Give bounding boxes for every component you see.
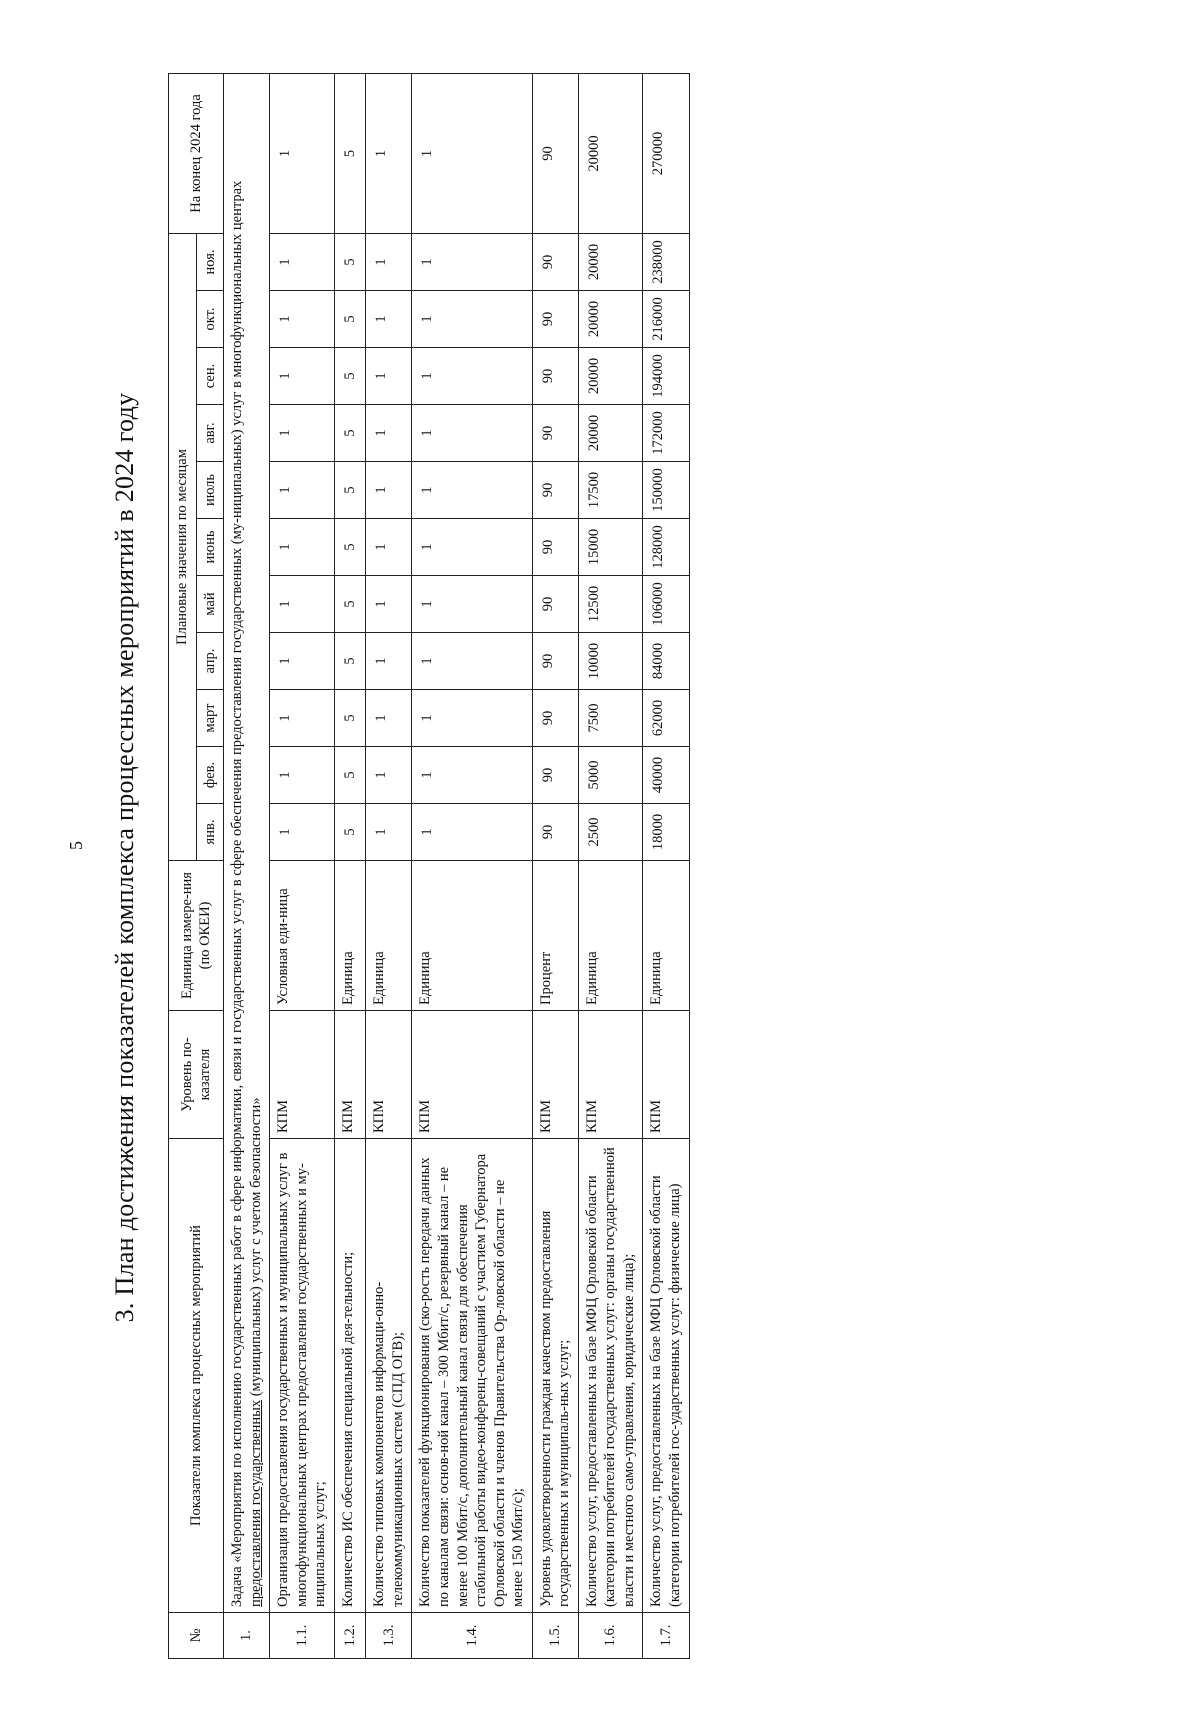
header-month: авг.: [196, 405, 224, 462]
month-value: 1: [270, 690, 335, 747]
table-row: [270, 73, 335, 1658]
month-value: 194000: [643, 348, 689, 405]
header-indicator: Показатели комплекса процессных мероприятий: [169, 1139, 224, 1613]
month-value: 150000: [643, 462, 689, 519]
table-body: [224, 73, 689, 1658]
month-value: 20000: [578, 233, 643, 290]
month-value: 90: [532, 405, 578, 462]
task-text-after: (муниципальных) услуг с учетом безопасности»: [247, 1097, 264, 1400]
table-row: [334, 73, 366, 1658]
indicator-level: КПМ: [366, 1011, 412, 1139]
year-end-value: 1: [270, 73, 335, 233]
month-value: 20000: [578, 348, 643, 405]
indicator-unit: Единица: [578, 861, 643, 1011]
indicator-name: Количество услуг, предоставленных на базе МФЦ Орловской области (категории потребителей государственных услуг: органы государственной власти и местного само-управления, юридические лица);: [578, 1139, 643, 1613]
month-value: 90: [532, 804, 578, 861]
month-value: 1: [270, 233, 335, 290]
indicator-name: Организация предоставления государственных и муниципальных услуг в многофункциональных центрах предоставления государственных и му-ниципальных услуг;: [270, 1139, 335, 1613]
month-value: 1: [366, 405, 412, 462]
indicator-name: Количество типовых компонентов информаци-онно-телекоммуникационных систем (СПД ОГВ);: [366, 1139, 412, 1613]
table-row: [412, 73, 532, 1658]
month-value: 1: [412, 291, 532, 348]
month-value: 1: [270, 747, 335, 804]
month-value: 5: [334, 804, 366, 861]
header-month: окт.: [196, 291, 224, 348]
month-value: 5: [334, 348, 366, 405]
month-value: 40000: [643, 747, 689, 804]
month-value: 5: [334, 291, 366, 348]
header-month: июнь: [196, 519, 224, 576]
indicator-unit: Единица: [334, 861, 366, 1011]
month-value: 5: [334, 747, 366, 804]
header-month: сен.: [196, 348, 224, 405]
month-value: 5: [334, 519, 366, 576]
header-month: апр.: [196, 633, 224, 690]
month-value: 1: [366, 348, 412, 405]
month-value: 90: [532, 747, 578, 804]
month-value: 90: [532, 519, 578, 576]
month-value: 1: [366, 519, 412, 576]
year-end-value: 20000: [578, 73, 643, 233]
indicator-name: Количество показателей функционирования (ско-рость передачи данных по каналам связи: основ-ной канал – 300 Мбит/с, резервный канал – не менее 100 Мбит/с, дополнительный канал связи для обеспечения стабильной работы видео-конференц-совещаний с участием Губернатора Орловской области и членов Правительства Ор-ловской области – не менее 150 Мбит/с);: [412, 1139, 532, 1613]
task-text-underlined: предоставления государственных: [247, 1399, 264, 1607]
month-value: 1: [366, 747, 412, 804]
header-month: май: [196, 576, 224, 633]
table-row: [643, 73, 689, 1658]
month-value: 7500: [578, 690, 643, 747]
year-end-value: 1: [412, 73, 532, 233]
month-value: 1: [412, 747, 532, 804]
month-value: 1: [270, 462, 335, 519]
year-end-value: 270000: [643, 73, 689, 233]
month-value: 1: [366, 804, 412, 861]
task-row: [224, 73, 270, 1658]
month-value: 1: [412, 405, 532, 462]
month-value: 1: [366, 291, 412, 348]
month-value: 1: [270, 804, 335, 861]
month-value: 1: [366, 633, 412, 690]
row-num: 1.4.: [412, 1613, 532, 1659]
header-month: июль: [196, 462, 224, 519]
month-value: 1: [412, 233, 532, 290]
row-num: 1.6.: [578, 1613, 643, 1659]
month-value: 90: [532, 690, 578, 747]
table-row: [578, 73, 643, 1658]
indicator-unit: Единица: [412, 861, 532, 1011]
month-value: 1: [412, 519, 532, 576]
month-value: 20000: [578, 405, 643, 462]
table-row: [532, 73, 578, 1658]
task-text: [224, 73, 270, 1612]
indicator-unit: Единица: [643, 861, 689, 1011]
month-value: 20000: [578, 291, 643, 348]
table-header: [169, 73, 224, 1658]
month-value: 5: [334, 690, 366, 747]
indicator-name: Уровень удовлетворенности граждан качеством предоставления государственных и муниципаль-ных услуг;: [532, 1139, 578, 1613]
table-row: [366, 73, 412, 1658]
month-value: 84000: [643, 633, 689, 690]
page-number: 5: [66, 841, 86, 850]
row-num: 1.2.: [334, 1613, 366, 1659]
month-value: 1: [412, 576, 532, 633]
indicator-level: КПМ: [334, 1011, 366, 1139]
indicator-level: КПМ: [412, 1011, 532, 1139]
month-value: 62000: [643, 690, 689, 747]
month-value: 90: [532, 633, 578, 690]
month-value: 90: [532, 348, 578, 405]
month-value: 1: [366, 690, 412, 747]
month-value: 1: [270, 576, 335, 633]
month-value: 18000: [643, 804, 689, 861]
plan-table: [168, 73, 690, 1659]
header-year-end: На конец 2024 года: [169, 73, 224, 233]
header-month: янв.: [196, 804, 224, 861]
month-value: 1: [412, 633, 532, 690]
month-value: 1: [412, 348, 532, 405]
month-value: 1: [366, 462, 412, 519]
row-num: 1.5.: [532, 1613, 578, 1659]
month-value: 90: [532, 462, 578, 519]
indicator-name: Количество ИС обеспечения специальной дея-тельности;: [334, 1139, 366, 1613]
year-end-value: 1: [366, 73, 412, 233]
month-value: 17500: [578, 462, 643, 519]
header-num: №: [169, 1613, 224, 1659]
year-end-value: 5: [334, 73, 366, 233]
month-value: 90: [532, 291, 578, 348]
month-value: 90: [532, 576, 578, 633]
month-value: 1: [412, 804, 532, 861]
month-value: 1: [270, 633, 335, 690]
month-value: 1: [270, 519, 335, 576]
month-value: 90: [532, 233, 578, 290]
month-value: 128000: [643, 519, 689, 576]
header-month: фев.: [196, 747, 224, 804]
month-value: 15000: [578, 519, 643, 576]
month-value: 1: [366, 576, 412, 633]
indicator-level: КПМ: [578, 1011, 643, 1139]
header-level: Уровень по-казателя: [169, 1011, 224, 1139]
year-end-value: 90: [532, 73, 578, 233]
month-value: 5: [334, 233, 366, 290]
indicator-level: КПМ: [643, 1011, 689, 1139]
indicator-unit: Единица: [366, 861, 412, 1011]
month-value: 5: [334, 633, 366, 690]
month-value: 216000: [643, 291, 689, 348]
month-value: 10000: [578, 633, 643, 690]
header-monthly: Плановые значения по месяцам: [169, 233, 197, 860]
month-value: 5: [334, 405, 366, 462]
indicator-name: Количество услуг, предоставленных на базе МФЦ Орловской области (категории потребителей гос-ударственных услуг: физические лица): [643, 1139, 689, 1613]
task-num: 1.: [224, 1613, 270, 1659]
month-value: 12500: [578, 576, 643, 633]
month-value: 238000: [643, 233, 689, 290]
month-value: 1: [412, 690, 532, 747]
indicator-unit: Условная еди-ница: [270, 861, 335, 1011]
header-month: ноя.: [196, 233, 224, 290]
header-unit: Единица измере-ния (по ОКЕИ): [169, 861, 224, 1011]
month-value: 5: [334, 576, 366, 633]
month-value: 1: [366, 233, 412, 290]
month-value: 1: [270, 348, 335, 405]
month-value: 172000: [643, 405, 689, 462]
month-value: 106000: [643, 576, 689, 633]
row-num: 1.1.: [270, 1613, 335, 1659]
indicator-level: КПМ: [270, 1011, 335, 1139]
task-text-before: Задача «Мероприятия по исполнению государственных работ в сфере информатики, связи и государственных услуг в сфере обеспечения предоставления государственных (му-ниципальных) услуг в многофункциональных центрах: [229, 180, 246, 1607]
document-title: 3. План достижения показателей комплекса процессных мероприятий в 2024 году: [110, 392, 139, 1323]
row-num: 1.7.: [643, 1613, 689, 1659]
month-value: 1: [412, 462, 532, 519]
indicator-level: КПМ: [532, 1011, 578, 1139]
month-value: 5000: [578, 747, 643, 804]
row-num: 1.3.: [366, 1613, 412, 1659]
month-value: 5: [334, 462, 366, 519]
indicator-unit: Процент: [532, 861, 578, 1011]
month-value: 1: [270, 291, 335, 348]
month-value: 2500: [578, 804, 643, 861]
month-value: 1: [270, 405, 335, 462]
header-month: март: [196, 690, 224, 747]
